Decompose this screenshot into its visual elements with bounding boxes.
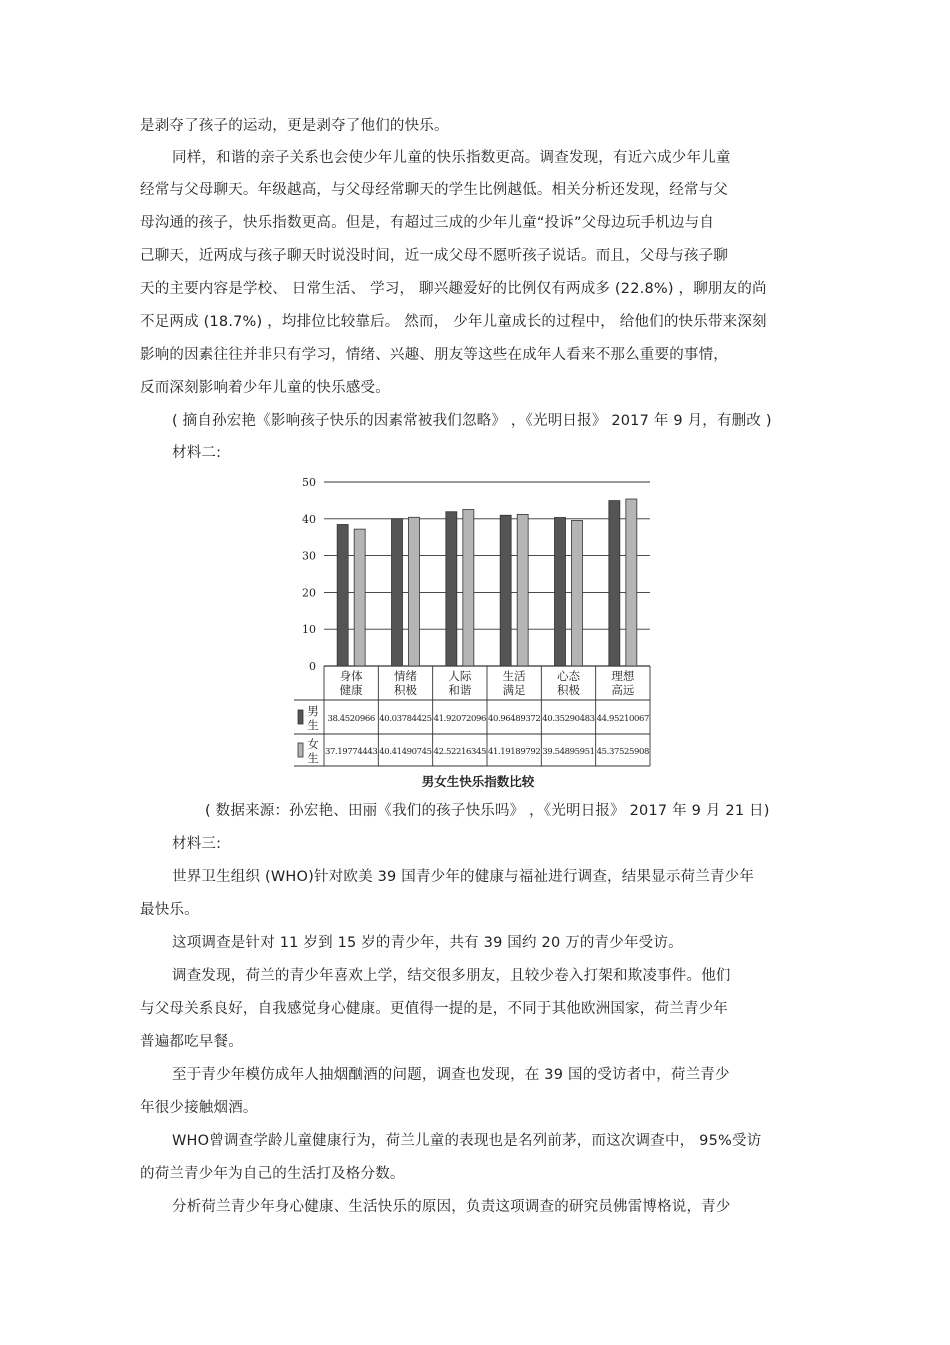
- category-label: 身体: [339, 669, 363, 683]
- bar-male: [500, 515, 511, 666]
- category-label: 生活: [502, 669, 526, 683]
- bar-male: [337, 524, 348, 666]
- category-label: 高远: [611, 683, 635, 697]
- legend-swatch-female: [298, 743, 303, 757]
- source-citation: ( 摘自孙宏艳《影响孩子快乐的因素常被我们忽略》 ，《光明日报》 2017 年 9 月，有删改 ): [172, 413, 772, 429]
- bar-female: [463, 510, 474, 666]
- happiness-bar-chart: [288, 470, 658, 800]
- bar-female: [572, 520, 583, 666]
- y-tick-label: 0: [309, 660, 316, 673]
- data-value-label: 40.96489372: [487, 714, 541, 724]
- legend-label: 男: [307, 704, 319, 718]
- paragraph-line: 调查发现，荷兰的青少年喜欢上学，结交很多朋友，且较少卷入打架和欺凌事件。他们: [172, 968, 731, 984]
- y-tick-label: 40: [302, 512, 316, 526]
- paragraph-line: 母沟通的孩子，快乐指数更高。但是，有超过三成的少年儿童“投诉”父母边玩手机边与自: [140, 215, 715, 231]
- category-label: 人际: [448, 669, 472, 683]
- data-value-label: 38.4520966: [327, 714, 375, 724]
- category-label: 心态: [557, 669, 580, 683]
- y-tick-label: 10: [302, 623, 316, 637]
- paragraph-line: 世界卫生组织 (WHO)针对欧美 39 国青少年的健康与福祉进行调查，结果显示荷兰青少年: [172, 869, 755, 885]
- category-label: 健康: [339, 683, 363, 697]
- paragraph-line: 与父母关系良好，自我感觉身心健康。更值得一提的是，不同于其他欧洲国家，荷兰青少年: [140, 1001, 728, 1017]
- paragraph-line: WHO曾调查学龄儿童健康行为，荷兰儿童的表现也是名列前茅，而这次调查中， 95%受访: [172, 1133, 762, 1149]
- bar-female: [517, 514, 528, 666]
- bar-female: [626, 499, 637, 666]
- paragraph-line: 经常与父母聊天。年级越高，与父母经常聊天的学生比例越低。相关分析还发现，经常与父: [140, 182, 728, 198]
- paragraph-line: 影响的因素往往并非只有学习，情绪、兴趣、朋友等这些在成年人看来不那么重要的事情，: [140, 347, 728, 363]
- bar-male: [392, 519, 403, 666]
- chart-title: 男女生快乐指数比较: [421, 774, 535, 789]
- paragraph-line: 己聊天，近两成与孩子聊天时说没时间，近一成父母不愿听孩子说话。而且，父母与孩子聊: [140, 248, 728, 264]
- data-value-label: 45.37525908: [596, 747, 650, 757]
- section-heading: 材料二:: [172, 445, 222, 461]
- legend-label: 女: [307, 737, 319, 751]
- bar-female: [354, 529, 365, 666]
- legend-label: 生: [307, 718, 319, 732]
- paragraph-line: 普遍都吃早餐。: [140, 1034, 243, 1050]
- data-value-label: 41.92072096: [433, 714, 487, 724]
- legend-label: 生: [307, 751, 319, 765]
- data-value-label: 44.95210067: [596, 714, 650, 724]
- legend-swatch-male: [298, 710, 303, 724]
- bar-male: [446, 512, 457, 666]
- data-value-label: 42.52216345: [433, 747, 487, 757]
- paragraph-line: 同样，和谐的亲子关系也会使少年儿童的快乐指数更高。调查发现，有近六成少年儿童: [172, 150, 731, 166]
- data-value-label: 40.35290483: [542, 714, 595, 724]
- y-tick-label: 50: [302, 476, 316, 489]
- paragraph-line: 天的主要内容是学校、 日常生活、 学习， 聊兴趣爱好的比例仅有两成多 (22.8%) ，聊朋友的尚: [140, 281, 767, 297]
- category-label: 理想: [611, 669, 635, 683]
- paragraph-line: 年很少接触烟酒。: [140, 1100, 258, 1116]
- category-label: 情绪: [394, 669, 417, 683]
- category-label: 满足: [502, 683, 526, 697]
- paragraph-line: 最快乐。: [140, 902, 199, 918]
- paragraph-line: 这项调查是针对 11 岁到 15 岁的青少年，共有 39 国约 20 万的青少年受访。: [172, 935, 683, 951]
- data-value-label: 40.03784425: [379, 714, 432, 724]
- data-value-label: 37.19774443: [324, 747, 378, 757]
- paragraph-line: 反而深刻影响着少年儿童的快乐感受。: [140, 380, 390, 396]
- paragraph-line: 的荷兰青少年为自己的生活打及格分数。: [140, 1166, 405, 1182]
- data-value-label: 40.41490745: [379, 747, 432, 757]
- category-label: 积极: [557, 683, 580, 697]
- category-label: 积极: [394, 683, 417, 697]
- paragraph-line: 不足两成 (18.7%) ，均排位比较靠后。 然而， 少年儿童成长的过程中， 给他们的快乐带来深刻: [140, 314, 767, 330]
- section-heading: 材料三:: [172, 836, 222, 852]
- bar-female: [409, 517, 420, 666]
- paragraph-line: 是剥夺了孩子的运动，更是剥夺了他们的快乐。: [140, 118, 449, 134]
- bar-male: [609, 501, 620, 666]
- source-citation: ( 数据来源：孙宏艳、田丽《我们的孩子快乐吗》 ，《光明日报》 2017 年 9 月 21 日): [205, 803, 770, 819]
- bar-male: [555, 518, 566, 666]
- data-value-label: 41.19189792: [487, 747, 541, 757]
- y-tick-label: 20: [302, 586, 316, 600]
- data-value-label: 39.54895951: [542, 747, 595, 757]
- paragraph-line: 至于青少年模仿成年人抽烟酗酒的问题，调查也发现，在 39 国的受访者中，荷兰青少: [172, 1067, 730, 1083]
- paragraph-line: 分析荷兰青少年身心健康、生活快乐的原因，负责这项调查的研究员佛雷博格说，青少: [172, 1199, 731, 1215]
- category-label: 和谐: [448, 683, 472, 697]
- y-tick-label: 30: [302, 549, 316, 563]
